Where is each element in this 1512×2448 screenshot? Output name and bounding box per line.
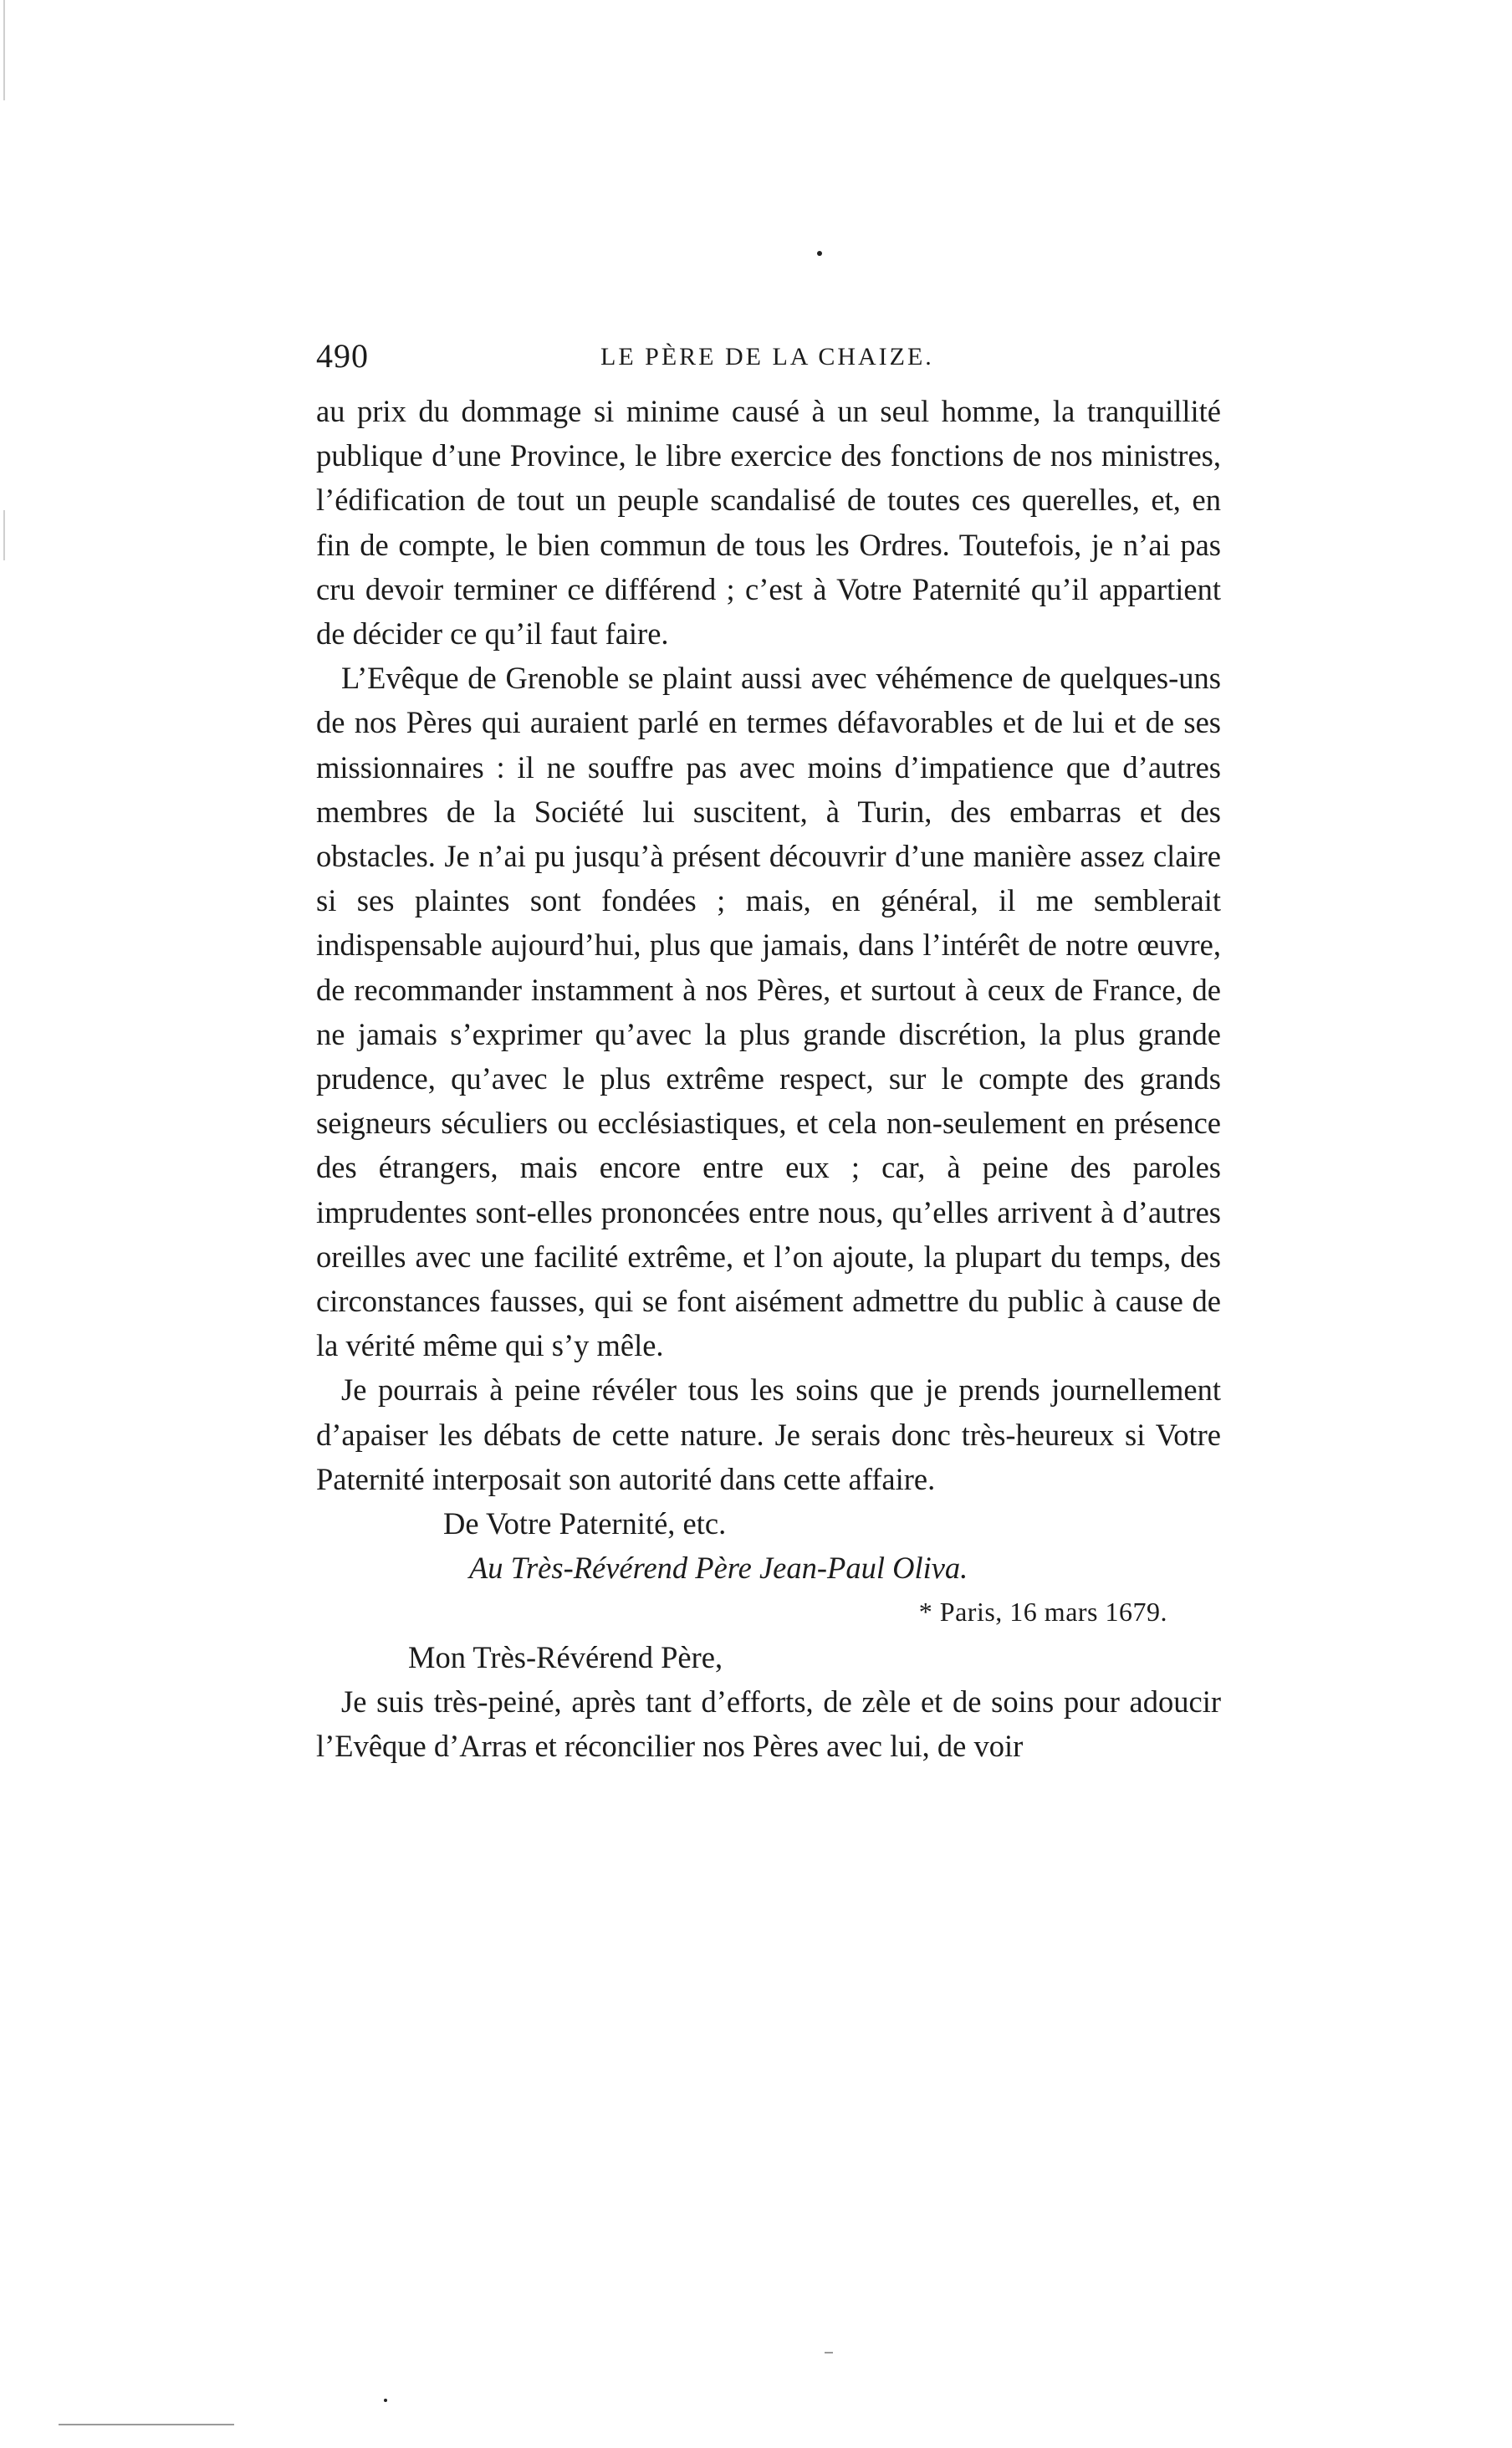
- running-title: LE PÈRE DE LA CHAIZE.: [600, 343, 934, 371]
- scan-bottom-rule: [825, 2352, 833, 2353]
- letter-closing: De Votre Paternité, etc.: [443, 1506, 727, 1541]
- scan-edge-mark: [3, 0, 5, 100]
- paragraph: Je pourrais à peine révéler tous les soins que je prends journellement d’apaiser les débats de cette nature. Je serais donc très-heureux si Votre Paternité interposait son autorité dans cette affaire.: [316, 1372, 1221, 1496]
- running-head: [316, 336, 1221, 378]
- letter-addressee: Au Très-Révérend Père Jean-Paul Oliva.: [469, 1551, 968, 1586]
- paragraph: L’Evêque de Grenoble se plaint aussi avec véhémence de quelques-uns de nos Pères qui auraient parlé en termes défavorables et de lui et de ses missionnaires : il ne souffre pas avec moins d’impatience que d’autres membres de la Société lui suscitent, à Turin, des embarras et des obstacles. Je n’ai pu jusqu’à présent découvrir d’une manière assez claire si ses plaintes sont fondées ; mais, en général, il me semblerait indispensable aujourd’hui, plus que jamais, dans l’intérêt de notre œuvre, de recommander instamment à nos Pères, et surtout à ceux de France, de ne jamais s’exprimer qu’avec la plus grande discrétion, la plus grande prudence, qu’avec le plus extrême respect, sur le compte des grands seigneurs séculiers ou ecclésiastiques, et cela non-seulement en présence des étrangers, mais encore entre eux ; car, à peine des paroles imprudentes sont-elles prononcées entre nous, qu’elles arrivent à d’autres oreilles avec une facilité extrême, et l’on ajoute, la plupart du temps, des circonstances fausses, qui se font aisément admettre du public à cause de la vérité même qui s’y mêle.: [316, 661, 1221, 1363]
- paragraph: Je suis très-peiné, après tant d’efforts, de zèle et de soins pour adoucir l’Evêque d’Arras et réconcilier nos Pères avec lui, de voir: [316, 1684, 1221, 1764]
- scan-bottom-rule: [59, 2424, 234, 2425]
- page-number: 490: [316, 337, 369, 375]
- scan-edge-mark: [3, 510, 5, 560]
- body-text: [316, 389, 1221, 1768]
- paragraph: au prix du dommage si minime causé à un seul homme, la tranquillité publique d’une Province, le libre exercice des fonctions de nos ministres, l’édification de tout un peuple scandalisé de toutes ces querelles, et, en fin de compte, le bien commun de tous les Ordres. Toutefois, je n’ai pas cru devoir terminer ce différend ; c’est à Votre Paternité qu’il appartient de décider ce qu’il faut faire.: [316, 394, 1221, 652]
- letter-dateline: * Paris, 16 mars 1679.: [918, 1597, 1167, 1628]
- ink-speck: [384, 2399, 387, 2402]
- letter-salutation: Mon Très-Révérend Père,: [408, 1639, 723, 1674]
- ink-speck: [817, 251, 822, 256]
